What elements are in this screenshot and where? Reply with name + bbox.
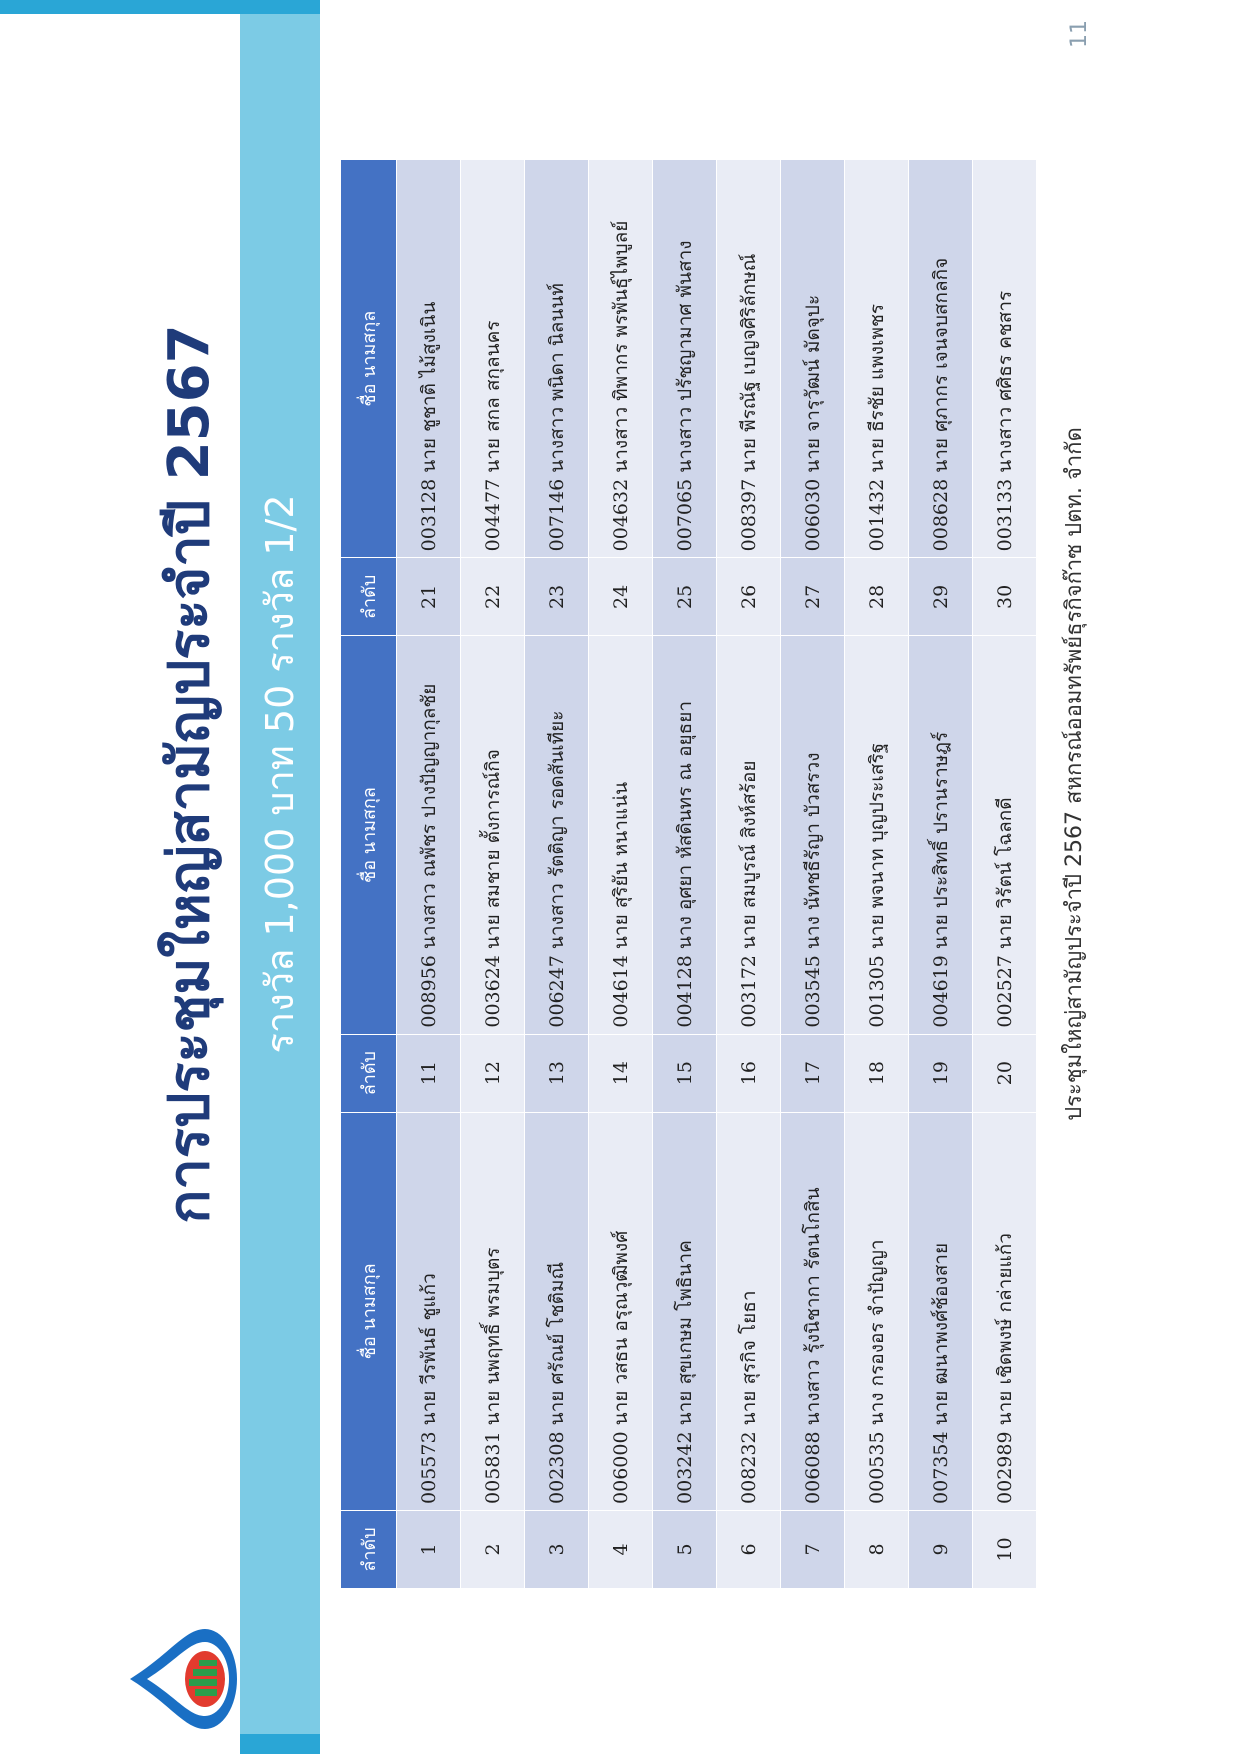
cell-name: 007146 นางสาว พนิดา นิลนนท์ <box>525 160 589 558</box>
cell-index: 6 <box>717 1510 781 1588</box>
cell-name: 000535 นาง กรองอร จำปัญญา <box>845 1112 909 1510</box>
table-row <box>973 160 1037 1589</box>
header-index: ลำดับ <box>341 558 397 636</box>
cell-index: 22 <box>461 558 525 636</box>
cell-name: 004619 นาย ประสิทธิ์ ปรานราษฎร์ <box>909 636 973 1034</box>
cell-index: 27 <box>781 558 845 636</box>
cell-name: 004632 นางสาว ทิพากร พรพันธุ์ไพบูลย์ <box>589 160 653 558</box>
cell-name: 007354 นาย ฒนาพงศ์ช้องสาย <box>909 1112 973 1510</box>
cell-name: 007065 นางสาว ปรัชญามาศ พันสาง <box>653 160 717 558</box>
cell-index: 20 <box>973 1034 1037 1112</box>
cell-name: 002308 นาย ศรัณย์ โชติมณี <box>525 1112 589 1510</box>
cell-index: 16 <box>717 1034 781 1112</box>
cell-name: 004477 นาย สกล สกุลนคร <box>461 160 525 558</box>
cell-index: 26 <box>717 558 781 636</box>
cell-name: 008628 นาย ศุภากร เจนจบสกลกิจ <box>909 160 973 558</box>
table-row <box>589 160 653 1589</box>
cell-name: 002989 นาย เชิดพงษ์ กล่ายแก้ว <box>973 1112 1037 1510</box>
cell-index: 19 <box>909 1034 973 1112</box>
header-name: ชื่อ นามสกุล <box>341 1112 397 1510</box>
table-row <box>461 160 525 1589</box>
winners-table <box>340 159 1037 1589</box>
table-row <box>717 160 781 1589</box>
page-number: 11 <box>1067 20 1092 48</box>
header-index: ลำดับ <box>341 1510 397 1588</box>
cell-name: 003172 นาย สมบูรณ์ สิงห์สร้อย <box>717 636 781 1034</box>
cell-index: 5 <box>653 1510 717 1588</box>
cell-name: 003128 นาย ชูชาติ ไม้สูงเนิน <box>397 160 461 558</box>
header-name: ชื่อ นามสกุล <box>341 160 397 558</box>
page-title: การประชุมใหญ่สามัญประจำปี 2567 <box>157 324 222 1224</box>
header-index: ลำดับ <box>341 1034 397 1112</box>
cell-index: 11 <box>397 1034 461 1112</box>
cell-name: 003624 นาย สมชาย ตั้งการณ์กิจ <box>461 636 525 1034</box>
cell-name: 005831 นาย นพฤทธิ์ พรมบุตร <box>461 1112 525 1510</box>
cell-name: 008397 นาย พีรณัฐ เบญจศิริลักษณ์ <box>717 160 781 558</box>
table-row <box>653 160 717 1589</box>
title-band-edge <box>0 0 320 14</box>
cell-index: 3 <box>525 1510 589 1588</box>
table-row <box>909 160 973 1589</box>
table-row <box>781 160 845 1589</box>
cell-index: 15 <box>653 1034 717 1112</box>
title-band-accent <box>240 1734 320 1754</box>
cell-index: 7 <box>781 1510 845 1588</box>
cell-index: 2 <box>461 1510 525 1588</box>
cell-name: 006247 นางสาว รัตติญา รอดสันเทียะ <box>525 636 589 1034</box>
cell-index: 9 <box>909 1510 973 1588</box>
cell-index: 10 <box>973 1510 1037 1588</box>
header-name: ชื่อ นามสกุล <box>341 636 397 1034</box>
cell-name: 008956 นางสาว ณพัชร ปางปัญญากุลชัย <box>397 636 461 1034</box>
cell-index: 25 <box>653 558 717 636</box>
cell-name: 004128 นาง อุศยา หัสดินทร ณ อยุธยา <box>653 636 717 1034</box>
cell-name: 002527 นาย วิรัตน์ โฉลกดี <box>973 636 1037 1034</box>
cell-name: 008232 นาย สุรกิจ โยธา <box>717 1112 781 1510</box>
cell-name: 006088 นางสาว รุ้งนิชากา รัตนโกสิน <box>781 1112 845 1510</box>
cell-index: 21 <box>397 558 461 636</box>
cell-index: 18 <box>845 1034 909 1112</box>
page-subtitle: รางวัล 1,000 บาท 50 รางวัล 1/2 <box>258 494 302 1054</box>
cell-name: 001432 นาย ธีรชัย แพงเพชร <box>845 160 909 558</box>
cell-index: 8 <box>845 1510 909 1588</box>
cell-name: 004614 นาย สุริยัน หนาแน่น <box>589 636 653 1034</box>
cell-name: 003242 นาย สุขเกษม โพธินาค <box>653 1112 717 1510</box>
cell-index: 23 <box>525 558 589 636</box>
ptt-flame-logo-icon <box>125 1614 240 1744</box>
cell-index: 17 <box>781 1034 845 1112</box>
page-footer: ประชุมใหญ่สามัญประจำปี 2567 สหกรณ์ออมทรัพย์ธุรกิจก๊าซ ปตท. จำกัด <box>1062 427 1087 1121</box>
cell-index: 4 <box>589 1510 653 1588</box>
cell-index: 29 <box>909 558 973 636</box>
cell-name: 001305 นาย พจนาท บุญประเสริฐ <box>845 636 909 1034</box>
cell-index: 13 <box>525 1034 589 1112</box>
cell-name: 005573 นาย วีรพันธ์ ชูแก้ว <box>397 1112 461 1510</box>
table-row <box>525 160 589 1589</box>
cell-index: 12 <box>461 1034 525 1112</box>
table-header-row <box>341 160 397 1589</box>
cell-index: 24 <box>589 558 653 636</box>
cell-index: 30 <box>973 558 1037 636</box>
cell-name: 006000 นาย วสธน อรุณวุฒิพงศ์ <box>589 1112 653 1510</box>
cell-name: 006030 นาย จารุวัฒน์ มัดจุปะ <box>781 160 845 558</box>
table-row <box>845 160 909 1589</box>
cell-index: 1 <box>397 1510 461 1588</box>
cell-name: 003133 นางสาว ศศิธร คชสาร <box>973 160 1037 558</box>
table-row <box>397 160 461 1589</box>
cell-index: 14 <box>589 1034 653 1112</box>
cell-name: 003545 นาง นัทชธีรัญา บัวสรวง <box>781 636 845 1034</box>
cell-index: 28 <box>845 558 909 636</box>
